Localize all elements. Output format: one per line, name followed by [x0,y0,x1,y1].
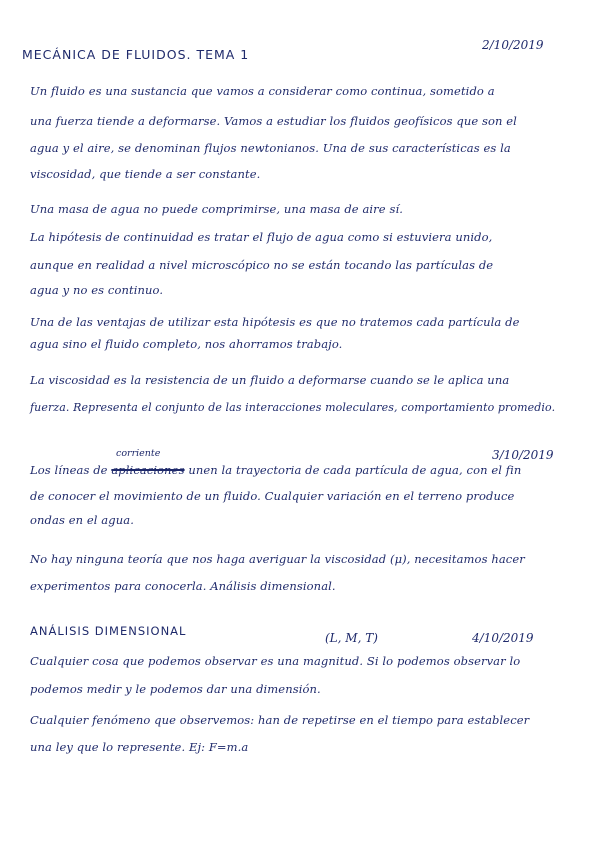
text-line: una ley que lo represente. Ej: F=m.a [30,740,249,754]
line-prefix: Los líneas de [30,463,108,477]
text-line: viscosidad, que tiende a ser constante. [30,167,261,181]
text-line: fuerza. Representa el conjunto de las interacciones moleculares, comportamiento promedio. [30,401,556,414]
text-line: Cualquier fenómeno que observemos: han de repetirse en el tiempo para establecer [30,713,530,727]
text-line: ondas en el agua. [30,513,134,527]
text-line: aunque en realidad a nivel microscópico no se están tocando las partículas de [30,258,494,272]
dimensions-note: (L, M, T) [325,631,378,645]
date-1: 2/10/2019 [482,38,544,52]
text-line: agua y el aire, se denominan flujos newtonianos. Una de sus características es la [30,141,511,155]
struck-word: aplicaciones [111,463,185,477]
text-line: una fuerza tiende a deformarse. Vamos a estudiar los fluidos geofísicos que son el [30,114,517,128]
text-line: Una masa de agua no puede comprimirse, una masa de aire sí. [30,202,403,216]
date-2: 3/10/2019 [492,448,554,462]
date-3: 4/10/2019 [472,631,534,645]
text-line: Un fluido es una sustancia que vamos a considerar como continua, sometido a [30,84,495,98]
text-line: No hay ninguna teoría que nos haga averiguar la viscosidad (μ), necesitamos hacer [30,552,525,566]
text-line: podemos medir y le podemos dar una dimensión. [30,682,321,696]
text-line: agua sino el fluido completo, nos ahorramos trabajo. [30,337,343,351]
text-line: agua y no es continuo. [30,283,164,297]
section-heading: ANÁLISIS DIMENSIONAL [30,624,187,638]
text-line: Una de las ventajas de utilizar esta hipótesis es que no tratemos cada partícula de [30,315,520,329]
text-line: La hipótesis de continuidad es tratar el flujo de agua como si estuviera unido, [30,230,493,244]
text-line: experimentos para conocerla. Análisis dimensional. [30,579,336,593]
inserted-word: corriente [116,448,161,459]
text-line: Cualquier cosa que podemos observar es una magnitud. Si lo podemos observar lo [30,654,521,668]
text-line: La viscosidad es la resistencia de un fluido a deformarse cuando se le aplica una [30,373,510,387]
line-suffix: unen la trayectoria de cada partícula de agua, con el fin [188,463,522,477]
text-line [30,463,521,477]
text-line: de conocer el movimiento de un fluido. Cualquier variación en el terreno produce [30,489,515,503]
page-title: MECÁNICA DE FLUIDOS. TEMA 1 [22,47,250,62]
